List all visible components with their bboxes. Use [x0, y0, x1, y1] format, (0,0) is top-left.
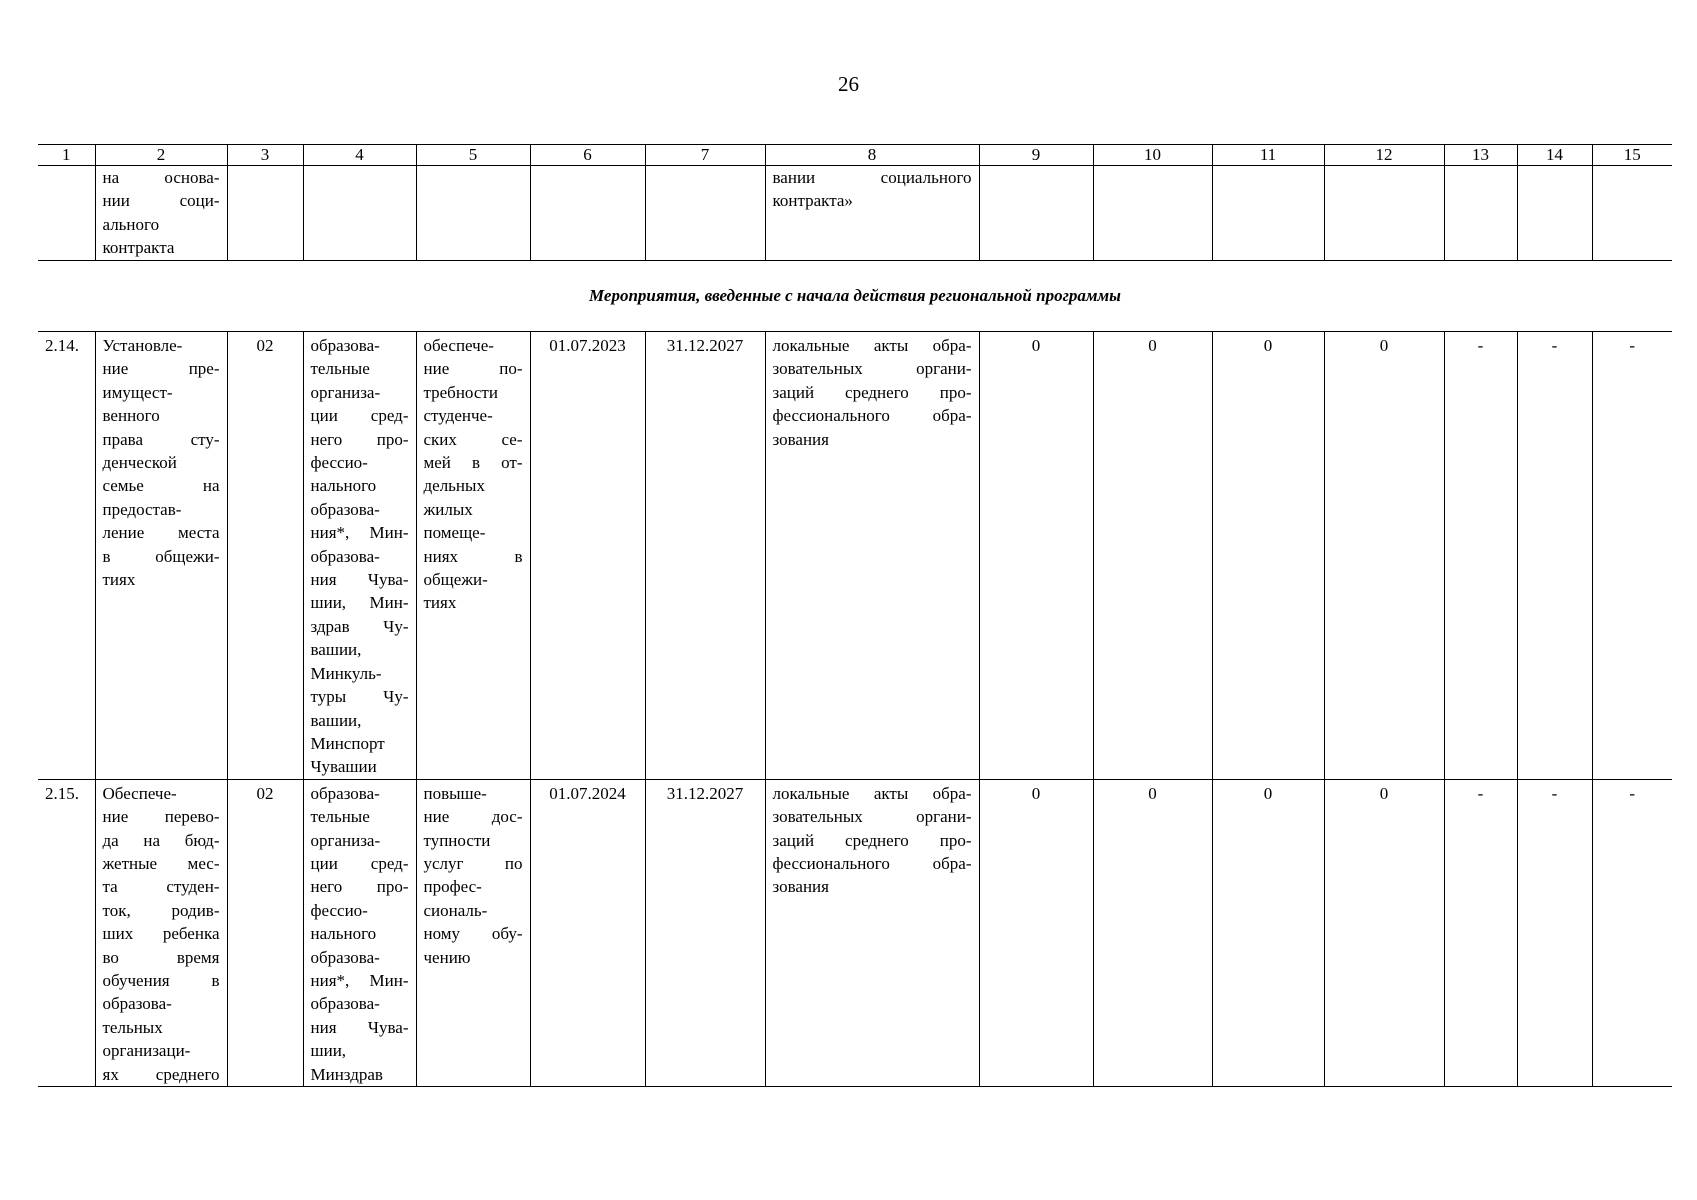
end-date: 31.12.2027: [645, 779, 765, 1086]
column-number: 8: [765, 145, 979, 166]
result-cell: обеспече- ние по- требности студенче- ских се- мей в от- дельных жилых помеще- ниях в общежи- тиях: [416, 332, 530, 780]
section-title: Мероприятия, введенные с начала действия региональной программы: [38, 261, 1672, 332]
continuation-name-cell: на основа- нии соци- ального контракта: [95, 166, 227, 261]
result-cell: повыше- ние дос- тупности услуг по профес- сиональ- ному обу- чению: [416, 779, 530, 1086]
measure-name: Обеспече- ние перево- да на бюд- жетные мес- та студен- ток, родив- ших ребенка во время обучения в образова- тельных организаци- ях среднего: [95, 779, 227, 1086]
measures-table: [38, 144, 1672, 1087]
code-cell: 02: [227, 332, 303, 780]
column-number: 13: [1444, 145, 1517, 166]
row-number: 2.14.: [38, 332, 95, 780]
table-row: [38, 779, 1672, 1086]
value-cell: -: [1517, 779, 1592, 1086]
value-cell: 0: [979, 779, 1093, 1086]
docs-cell: локальные акты обра- зовательных органи- заций среднего про- фессионального обра- зования: [765, 779, 979, 1086]
value-cell: 0: [1324, 779, 1444, 1086]
value-cell: 0: [1212, 779, 1324, 1086]
value-cell: 0: [1212, 332, 1324, 780]
value-cell: 0: [1093, 779, 1212, 1086]
value-cell: -: [1592, 779, 1672, 1086]
column-number: 14: [1517, 145, 1592, 166]
start-date: 01.07.2023: [530, 332, 645, 780]
column-number: 15: [1592, 145, 1672, 166]
continuation-docs-cell: вании социального контракта»: [765, 166, 979, 261]
executors-cell: образова- тельные организа- ции сред- него про- фессио- нального образова- ния*, Мин- образова- ния Чува- шии, Мин- здрав Чу- вашии, Минкуль- туры Чу- вашии, Минспорт Чувашии: [303, 332, 416, 780]
value-cell: -: [1592, 332, 1672, 780]
measure-name: Установле- ние пре- имущест- венного права сту- денческой семье на предостав- ление места в общежи- тиях: [95, 332, 227, 780]
column-number: 6: [530, 145, 645, 166]
continuation-row: [38, 166, 1672, 261]
column-numbers-row: [38, 145, 1672, 166]
value-cell: -: [1517, 332, 1592, 780]
table-row: [38, 332, 1672, 780]
end-date: 31.12.2027: [645, 332, 765, 780]
value-cell: -: [1444, 332, 1517, 780]
executors-cell: образова- тельные организа- ции сред- него про- фессио- нального образова- ния*, Мин- образова- ния Чува- шии, Минздрав: [303, 779, 416, 1086]
column-number: 4: [303, 145, 416, 166]
value-cell: 0: [1093, 332, 1212, 780]
column-number: 9: [979, 145, 1093, 166]
column-number: 3: [227, 145, 303, 166]
column-number: 1: [38, 145, 95, 166]
column-number: 5: [416, 145, 530, 166]
column-number: 10: [1093, 145, 1212, 166]
value-cell: 0: [979, 332, 1093, 780]
column-number: 7: [645, 145, 765, 166]
section-row: [38, 261, 1672, 332]
start-date: 01.07.2024: [530, 779, 645, 1086]
value-cell: 0: [1324, 332, 1444, 780]
code-cell: 02: [227, 779, 303, 1086]
page-number: 26: [838, 72, 859, 96]
row-number: 2.15.: [38, 779, 95, 1086]
column-number: 11: [1212, 145, 1324, 166]
column-number: 12: [1324, 145, 1444, 166]
value-cell: -: [1444, 779, 1517, 1086]
docs-cell: локальные акты обра- зовательных органи- заций среднего про- фессионального обра- зования: [765, 332, 979, 780]
column-number: 2: [95, 145, 227, 166]
